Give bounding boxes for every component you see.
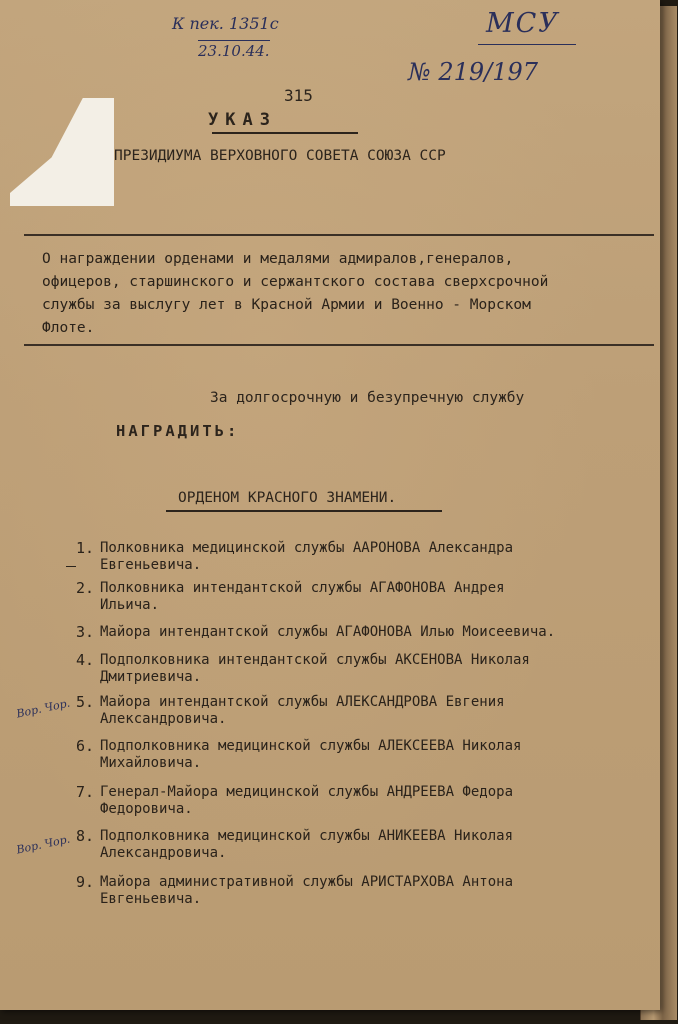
- item-number: 2.: [75, 579, 94, 597]
- item-number: 4.: [75, 651, 94, 669]
- order-underline: [166, 510, 442, 512]
- item-line: Генерал-Майора медицинской службы АНДРЕЕВА Федора: [100, 784, 514, 800]
- handwritten-date: 23.10.44.: [198, 42, 270, 60]
- award-heading: НАГРАДИТЬ:: [116, 422, 240, 440]
- preamble-line: службы за выслугу лет в Красной Армии и Военно - Морском: [42, 297, 531, 313]
- item-number: 6.: [75, 737, 94, 755]
- item-line: Полковника интендантской службы АГАФОНОВА Андрея: [100, 580, 505, 596]
- item-number: 1.: [75, 539, 94, 557]
- item-line: Подполковника медицинской службы АЛЕКСЕЕВА Николая: [100, 738, 522, 754]
- item-line: Дмитриевича.: [100, 669, 202, 685]
- preamble-line: офицеров, старшинского и сержантского состава сверхсрочной: [42, 274, 549, 290]
- item-line: Ильича.: [100, 597, 160, 613]
- item-number: 5.: [75, 693, 94, 711]
- item-line: Евгеньевича.: [100, 557, 202, 573]
- item-number: 9.: [75, 873, 94, 891]
- item-line: Полковника медицинской службы ААРОНОВА Александра: [100, 540, 514, 556]
- order-heading: ОРДЕНОМ КРАСНОГО ЗНАМЕНИ.: [178, 490, 397, 506]
- item-number: 7.: [75, 783, 94, 801]
- handwritten-reference: К пек. 1351с: [172, 14, 279, 33]
- item-number: 8.: [75, 827, 94, 845]
- torn-paper-patch: [10, 98, 114, 206]
- preamble-bottom-rule: [24, 344, 654, 346]
- msu-underline: [478, 44, 576, 45]
- preamble-line: О награждении орденами и медалями адмиралов,генералов,: [42, 251, 514, 267]
- document-subtitle: ПРЕЗИДИУМА ВЕРХОВНОГО СОВЕТА СОЮЗА ССР: [114, 148, 446, 164]
- margin-note: Вор. Чор.: [15, 696, 72, 721]
- item-line: Подполковника медицинской службы АНИКЕЕВА Николая: [100, 828, 514, 844]
- item-line: Михайловича.: [100, 755, 202, 771]
- item-line: Евгеньевича.: [100, 891, 202, 907]
- preamble-line: Флоте.: [42, 320, 95, 336]
- page-number: 315: [284, 86, 313, 105]
- margin-dash: [66, 566, 76, 567]
- item-line: Федоровича.: [100, 801, 193, 817]
- document-title: УКАЗ: [208, 110, 277, 130]
- item-line: Александровича.: [100, 711, 227, 727]
- item-line: Александровича.: [100, 845, 227, 861]
- item-line: Майора административной службы АРИСТАРХОВА Антона: [100, 874, 514, 890]
- margin-note: Вор. Чор.: [15, 832, 72, 857]
- preamble: [42, 248, 648, 340]
- title-underline: [212, 132, 358, 134]
- item-line: Майора интендантской службы АЛЕКСАНДРОВА Евгения: [100, 694, 505, 710]
- item-line: Майора интендантской службы АГАФОНОВА Илью Моисеевича.: [100, 624, 556, 640]
- item-number: 3.: [75, 623, 94, 641]
- item-line: Подполковника интендантской службы АКСЕНОВА Николая: [100, 652, 530, 668]
- service-phrase: За долгосрочную и безупречную службу: [210, 390, 525, 406]
- handwritten-msu: МСУ: [486, 8, 560, 39]
- preamble-top-rule: [24, 234, 654, 236]
- handwritten-registration-number: № 219/197: [408, 58, 539, 86]
